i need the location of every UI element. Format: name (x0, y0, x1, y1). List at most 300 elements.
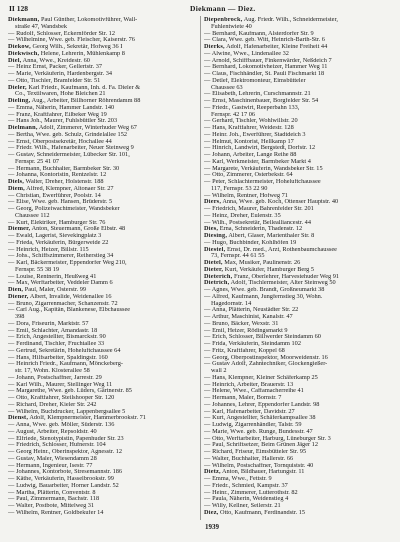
entry-surname: — (8, 482, 15, 489)
entry-surname: — (8, 354, 15, 361)
entry-first-line (204, 51, 392, 58)
entry-surname: — (204, 212, 211, 219)
entry-text: Kurt, Verkäufer, Hamburger Berg 5 (224, 266, 315, 273)
directory-entry (8, 220, 196, 227)
directory-entry (8, 395, 196, 402)
entry-surname: Diel, (8, 57, 22, 64)
directory-entry (204, 463, 392, 470)
entry-text: Hermann, Ingenieur, Isestr. 77 (16, 462, 93, 469)
entry-first-line (8, 348, 196, 355)
directory-entry (204, 287, 392, 294)
directory-entry (204, 260, 392, 267)
entry-first-line (204, 267, 392, 274)
entry-first-line (204, 503, 392, 510)
entry-text: Georg, Oberpostinspektor, Moorweidenstr. 16 (212, 354, 328, 361)
directory-entry (8, 85, 196, 99)
entry-first-line (8, 17, 196, 24)
entry-first-line (8, 483, 196, 490)
entry-text: Hans, Hilfsarbeiter, Spaldingstr. 160 (16, 354, 108, 361)
entry-text: Emil, Heizer, Rödingsmarkt 9 (212, 327, 288, 334)
entry-first-line (204, 91, 392, 98)
entry-first-line (8, 334, 196, 341)
entry-surname: — (8, 496, 15, 503)
entry-text: Otto, Zimmerer, Osterbekstr. 64 (212, 172, 293, 179)
entry-surname: — (8, 233, 15, 239)
entry-text: Georg, Polizeiwachtmeister, Wandsbeker (16, 206, 120, 212)
entry-surname: — (204, 361, 211, 368)
directory-entry (8, 58, 196, 65)
entry-first-line (204, 415, 392, 422)
directory-entry (204, 422, 392, 429)
entry-first-line (204, 71, 392, 78)
entry-text: Co., Textilwaren, Hohe Bleichen 21 (15, 91, 106, 98)
directory-entry (8, 280, 196, 287)
entry-surname: — (8, 442, 15, 449)
entry-text: Hinrich, Landwirt, Bergstedt, Dorfstr. 12 (212, 145, 316, 152)
entry-text: Elisabeth, Lehrerin, Curschmannstr. 21 (212, 91, 311, 98)
directory-entry (8, 449, 196, 456)
directory-entry (8, 442, 196, 449)
entry-first-line (204, 193, 392, 200)
entry-continuation-line (8, 24, 196, 31)
directory-entry (8, 193, 196, 200)
entry-text: Richard, Friseur, Eimsbütteler Str. 95 (212, 449, 307, 455)
entry-continuation-line (204, 24, 392, 31)
entry-text: Hans Joh., Maurer, Fuhlsbüttler Str. 203 (16, 118, 118, 125)
directory-entry (8, 274, 196, 281)
entry-first-line (8, 206, 196, 213)
entry-surname: — (8, 455, 15, 462)
entry-first-line (204, 476, 392, 483)
entry-text: Elise, Wwe. geb. Hansen, Brüderstr. 5 (16, 199, 113, 206)
entry-surname: — (204, 462, 211, 469)
entry-first-line (204, 422, 392, 429)
entry-text: Hagedornstr. 14 (211, 300, 252, 307)
entry-surname: — (8, 145, 15, 152)
entry-surname: Diekwisch, (8, 50, 40, 57)
entry-text: Bruno, Zigarrenmacher, Schanzenstr. 72 (16, 300, 118, 307)
entry-text: Paula, Näherin, Weidenstieg 4 (212, 496, 289, 503)
entry-text: Wilhelmine, Wwe. geb. Fleischer, Kaiserstr. 76 (15, 37, 135, 44)
entry-first-line (8, 382, 196, 389)
directory-entry (204, 125, 392, 132)
directory-entry (8, 186, 196, 193)
entry-first-line (8, 361, 196, 368)
entry-first-line (8, 240, 196, 247)
entry-surname: — (8, 71, 15, 77)
entry-text: Wilhelm, Buchdrucker, Lappenbergsallee 5 (15, 408, 126, 415)
entry-surname: — (204, 293, 211, 300)
page-header-range: Diekmann — Diez. (190, 4, 256, 13)
directory-entry (8, 17, 196, 31)
entry-text: Ludwig, Zigarrenhändler, Talstr. 59 (212, 422, 302, 428)
entry-first-line (204, 226, 392, 233)
entry-first-line (204, 172, 392, 179)
entry-surname: Diemer, (8, 226, 31, 233)
entry-surname: — (204, 415, 211, 422)
entry-text: Walter, Buchhalter, Hallerstr. 66 (211, 455, 294, 462)
entry-first-line (204, 294, 392, 301)
left-column (8, 17, 196, 519)
directory-entry (8, 199, 196, 206)
entry-surname: — (204, 449, 211, 455)
directory-entry (204, 476, 392, 483)
entry-surname: Dietel, (204, 260, 223, 266)
directory-entry (8, 496, 196, 503)
entry-text: Helmut, Kontorist, Hellkamp 17 (212, 138, 294, 145)
entry-surname: — (204, 455, 211, 462)
directory-entry (8, 301, 196, 308)
directory-entry (204, 71, 392, 78)
directory-entry (204, 355, 392, 362)
entry-first-line (8, 85, 196, 92)
entry-first-line (8, 442, 196, 449)
directory-entry (8, 341, 196, 348)
directory-entry (204, 490, 392, 497)
entry-first-line (204, 118, 392, 125)
directory-entry (8, 233, 196, 240)
entry-text: Hermann, Maler, Bornstr. 7 (212, 395, 282, 401)
entry-surname: — (204, 57, 211, 64)
directory-entry (204, 436, 392, 443)
entry-text: Max, Musiker, Paulinenstr. 26 (224, 260, 301, 266)
entry-first-line (8, 253, 196, 260)
entry-text: Hugo, Buchbinder, Kohlhöfen 19 (212, 239, 297, 246)
entry-first-line (204, 510, 392, 517)
directory-entry (204, 179, 392, 193)
entry-continuation-line (8, 159, 196, 166)
entry-text: Max, Werftarbeiter, Veddeler Damm 6 (16, 280, 113, 287)
entry-text: Fernspr. 25 41 07 (15, 158, 60, 165)
directory-entry (8, 139, 196, 146)
directory-entry (204, 469, 392, 476)
directory-entry (8, 118, 196, 125)
entry-surname: — (204, 334, 211, 341)
entry-text: Chaussee 112 (15, 212, 50, 219)
entry-surname: — (204, 192, 211, 199)
entry-first-line (8, 280, 196, 287)
directory-entry (204, 139, 392, 146)
directory-entry (204, 267, 392, 274)
entry-first-line (204, 64, 392, 71)
entry-surname: — (8, 246, 15, 253)
directory-entry (204, 395, 392, 402)
entry-first-line (8, 51, 196, 58)
entry-first-line (204, 152, 392, 159)
entry-text: Franz, Oberlehrer, Harvestehuder Weg 91 (233, 273, 340, 280)
entry-surname: — (8, 334, 15, 341)
entry-text: 73, Fernspr. 44 61 55 (211, 253, 265, 260)
entry-surname: — (204, 381, 211, 388)
entry-first-line (204, 78, 392, 85)
directory-entry (8, 105, 196, 112)
entry-surname: Dieler, (8, 84, 27, 91)
entry-surname: — (8, 219, 15, 226)
entry-surname: — (8, 435, 15, 442)
entry-text: Otto, Kaufmann, Ferdinandstr. 15 (220, 509, 306, 516)
entry-surname: — (204, 395, 211, 401)
entry-surname: — (204, 422, 211, 428)
entry-text: Georg Heinr., Oberinspektor, Agnesstr. 12 (16, 449, 123, 455)
directory-entry (8, 172, 196, 179)
entry-text: Christian, Ewerführer, Poolstr. 14 (16, 192, 101, 199)
right-column (204, 17, 392, 519)
entry-first-line (204, 496, 392, 503)
entry-first-line (8, 145, 196, 152)
entry-text: Anton, Steuermann, Große Elbstr. 48 (31, 226, 126, 233)
directory-entry (204, 415, 392, 422)
entry-surname: — (8, 239, 15, 246)
entry-continuation-line (204, 368, 392, 375)
directory-entry (204, 213, 392, 220)
directory-entry (204, 314, 392, 321)
entry-surname: Dieter, (204, 266, 224, 273)
entry-first-line (8, 105, 196, 112)
entry-first-line (204, 287, 392, 294)
entry-first-line (204, 159, 392, 166)
entry-first-line (204, 328, 392, 335)
entry-surname: — (8, 489, 15, 496)
directory-entry (204, 233, 392, 240)
directory-entry (8, 510, 196, 517)
entry-text: Karl, Bäckermeister, Eppendorfer Weg 210, (16, 260, 127, 266)
entry-first-line (204, 321, 392, 328)
entry-text: Bertha, Wwe. geb. Schulz, Grindelallee 152 (16, 131, 127, 138)
entry-text: Adolf, Klempnermeister, Hammerbrookstr. 71 (29, 415, 146, 422)
directory-entry (204, 361, 392, 375)
entry-first-line (8, 395, 196, 402)
entry-first-line (8, 402, 196, 409)
entry-first-line (204, 442, 392, 449)
entry-text: Wilhelm, Rentner, Goldbekufer 14 (15, 509, 104, 516)
entry-first-line (204, 314, 392, 321)
directory-entry (204, 328, 392, 335)
entry-first-line (204, 449, 392, 456)
entry-first-line (8, 44, 196, 51)
directory-entry (204, 193, 392, 200)
entry-text: Ernst, Dr. med., Arzt, Rothenbaumchaussee (226, 246, 337, 253)
directory-entry (204, 334, 392, 341)
entry-first-line (204, 402, 392, 409)
entry-text: Otto, Werftarbeiter, Harburg, Lüneburger Str. 3 (212, 435, 331, 442)
entry-text: Bernhard, Lokomotivheizer, Hammer Weg 11 (212, 64, 328, 71)
entry-first-line (8, 78, 196, 85)
entry-surname: — (8, 388, 15, 395)
entry-first-line (204, 105, 392, 112)
entry-continuation-line (204, 301, 392, 308)
entry-text: Friedrich, Maurer, Bahrenfelder Str. 201 (212, 206, 314, 212)
entry-first-line (204, 17, 392, 24)
entry-first-line (8, 220, 196, 227)
entry-surname: — (8, 327, 15, 334)
entry-first-line (8, 193, 196, 200)
directory-entry (8, 388, 196, 395)
entry-first-line (8, 226, 196, 233)
entry-first-line (8, 422, 196, 429)
entry-first-line (204, 274, 392, 281)
entry-surname: — (8, 307, 15, 314)
entry-first-line (8, 98, 196, 105)
entry-surname: — (204, 287, 211, 293)
directory-entry (204, 247, 392, 261)
entry-text: straße 47, Wandsbek (15, 23, 68, 30)
directory-entry (8, 287, 196, 294)
entry-text: August, Arbeiter, Repsoldstr. 40 (15, 428, 97, 435)
entry-first-line (204, 58, 392, 65)
entry-first-line (204, 348, 392, 355)
directory-entry (8, 463, 196, 470)
directory-entry (204, 442, 392, 449)
entry-surname: — (204, 347, 211, 354)
entry-surname: — (8, 152, 15, 158)
entry-surname: — (204, 435, 211, 442)
entry-surname: Diekmann, (8, 17, 40, 23)
entry-surname: — (8, 347, 15, 354)
entry-first-line (8, 287, 196, 294)
entry-surname: — (204, 64, 211, 71)
entry-text: Martha, Plätterin, Conventstr. 8 (16, 489, 96, 496)
entry-text: Walter, Dreher, Holstenstr. 188 (25, 179, 104, 185)
entry-text: Wilhelm, Rentner, Hofweg 71 (211, 192, 288, 199)
entry-surname: — (8, 361, 15, 368)
page-number: II 128 (9, 4, 28, 13)
directory-entry (8, 71, 196, 78)
directory-entry (204, 206, 392, 213)
directory-entry (8, 31, 196, 38)
entry-continuation-line (204, 253, 392, 260)
directory-entry (204, 64, 392, 71)
directory-entry (204, 382, 392, 389)
directory-entry (8, 355, 196, 362)
entry-text: 398 (15, 314, 25, 320)
directory-entry (204, 240, 392, 247)
entry-surname: — (8, 401, 15, 408)
entry-text: Rudolf, Schlosser, Eckernförder Str. 12 (16, 30, 115, 37)
directory-entry (8, 145, 196, 152)
directory-entry (204, 280, 392, 287)
entry-surname: — (8, 428, 15, 435)
entry-text: Bruno, Bäcker, Wexstr. 31 (212, 320, 279, 327)
directory-entry (204, 145, 392, 152)
entry-text: Arthur, Maschinist, Kanalstr. 47 (211, 314, 293, 320)
directory-entry (204, 483, 392, 490)
entry-first-line (8, 328, 196, 335)
entry-text: Heinrich, Heizer, Billstr. 115 (16, 246, 89, 253)
directory-entry (204, 152, 392, 159)
entry-surname: Dielmann, (8, 125, 38, 131)
entry-text: Marie, Wwe. geb. Runge, Bundesstr. 47 (212, 428, 313, 435)
entry-text: wall 2 (211, 368, 227, 374)
directory-entry (8, 490, 196, 497)
entry-surname: Diekow, (8, 44, 31, 50)
entry-text: Franz, Kraftfahrer, Eilbeker Weg 19 (16, 111, 107, 118)
entry-text: Louise, Rentnerin, Heußweg 41 (16, 273, 97, 280)
entry-first-line (204, 456, 392, 463)
directory-entry (204, 17, 392, 31)
entry-surname: — (204, 408, 211, 415)
entry-text: Bernhard, Kaufmann, Alsterdorfer Str. 9 (212, 30, 314, 37)
entry-surname: — (204, 145, 211, 152)
directory-entry (8, 152, 196, 166)
entry-surname: — (204, 354, 211, 361)
entry-text: Anna, Plätterin, Neustädter Str. 22 (211, 307, 299, 314)
entry-surname: Dietrich, (204, 280, 230, 287)
entry-first-line (8, 186, 196, 193)
directory-entry (8, 294, 196, 301)
entry-first-line (204, 260, 392, 267)
entry-surname: — (204, 489, 211, 496)
directory-entry (204, 118, 392, 125)
directory-entry (204, 274, 392, 281)
entry-surname: — (204, 388, 211, 395)
entry-text: Claus, Fischhändler, St. Pauli Fischmarkt 18 (212, 71, 325, 77)
entry-surname: — (204, 341, 211, 347)
entry-first-line (204, 139, 392, 146)
entry-surname: Diesing, (204, 233, 228, 239)
entry-text: Alwine, Wwe., Lindenallee 32 (211, 50, 289, 57)
entry-text: Alfred, Kaufmann, Jungfernstieg 30, Wohn. (211, 293, 323, 300)
entry-text: Arnold, Schiffbauer, Finkenwärder, Neßdeich 7 (211, 57, 332, 64)
entry-first-line (8, 199, 196, 206)
entry-text: Heinr., Zimmerer, Lutterothstr. 82 (212, 489, 298, 496)
entry-first-line (8, 388, 196, 395)
entry-surname: — (204, 314, 211, 320)
entry-text: Fernspr. 55 38 19 (15, 266, 60, 273)
entry-continuation-line (8, 267, 196, 274)
directory-entry (8, 503, 196, 510)
directory-entry (8, 260, 196, 274)
directory-entry (8, 409, 196, 416)
entry-first-line (8, 139, 196, 146)
entry-surname: — (204, 239, 211, 246)
directory-entry (204, 226, 392, 233)
entry-text: Kurt, Elektriker, Hamburger Str. 76 (16, 219, 106, 226)
entry-first-line (8, 294, 196, 301)
directory-entry (8, 78, 196, 85)
directory-entry (204, 199, 392, 206)
directory-entry (8, 456, 196, 463)
entry-continuation-line (204, 186, 392, 193)
entry-text: Johann, Postschaffner, Jarrestr. 29 (16, 374, 102, 381)
entry-first-line (204, 341, 392, 348)
entry-first-line (8, 436, 196, 443)
entry-text: Emma, Näherin, Hammer Landstr. 140 (16, 104, 115, 111)
directory-entry (8, 436, 196, 443)
entry-first-line (8, 118, 196, 125)
directory-entry (8, 483, 196, 490)
directory-entry (8, 348, 196, 355)
entry-surname: — (8, 341, 15, 347)
entry-continuation-line (8, 91, 196, 98)
directory-entry (8, 51, 196, 58)
entry-text: Fuhlentwiete 40 (211, 23, 252, 30)
entry-text: Johs., Schiffszimmerer, Reiherstieg 34 (16, 253, 114, 260)
entry-first-line (8, 301, 196, 308)
entry-first-line (8, 456, 196, 463)
entry-first-line (204, 490, 392, 497)
directory-entry (8, 98, 196, 105)
entry-text: Heinrich, Arbeiter, Brauerstr. 13 (212, 381, 294, 388)
entry-text: Willy, Kellner, Seilerstr. 21 (211, 503, 281, 509)
entry-text: Aug. Friedr. Wilh., Schneidermeister, (243, 17, 338, 23)
directory-entry (204, 51, 392, 58)
directory-entry (8, 240, 196, 247)
directory-entry (204, 166, 392, 173)
entry-text: Hans, Kraftfahrer, Weidestr. 128 (212, 125, 294, 131)
entry-text: Carl Aug., Kapitän, Blankenese, Elbchaussee (16, 307, 131, 314)
entry-first-line (8, 409, 196, 416)
year-marker: 1939 (205, 523, 219, 531)
